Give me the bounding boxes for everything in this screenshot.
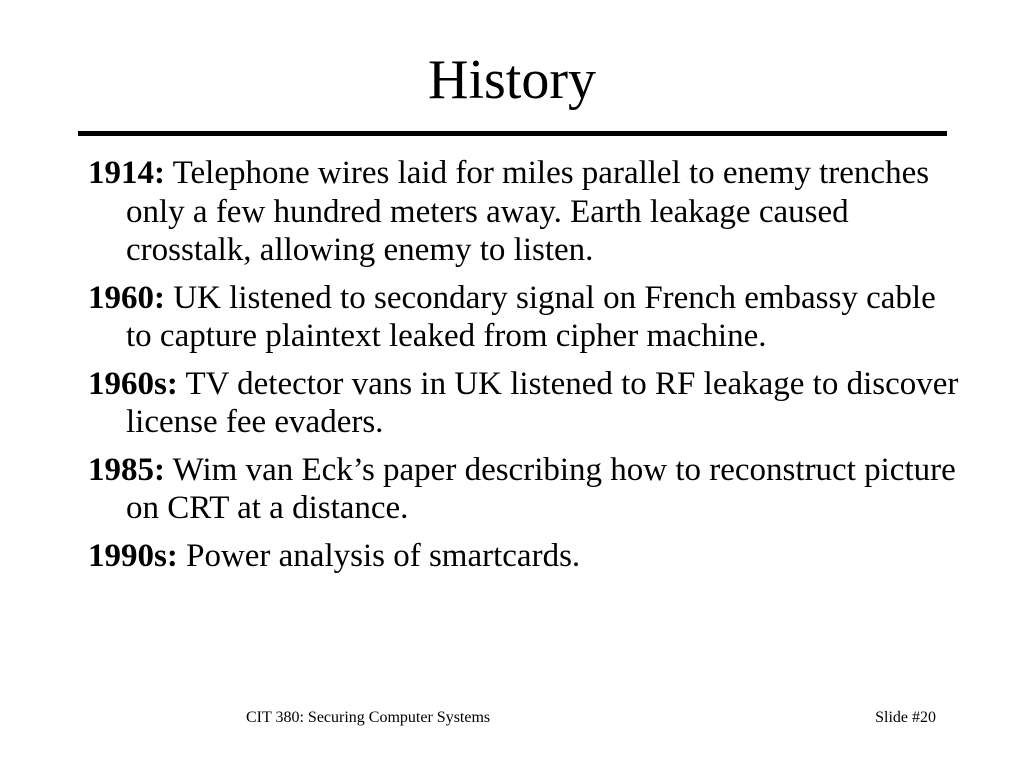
- title-divider: [78, 131, 947, 136]
- item-year: 1985:: [88, 451, 165, 488]
- footer-course-title: CIT 380: Securing Computer Systems: [246, 709, 491, 726]
- list-item: [88, 154, 968, 270]
- item-year: 1990s:: [88, 537, 178, 574]
- item-year: 1960s:: [88, 365, 178, 402]
- item-text: UK listened to secondary signal on French embassy cable to capture plaintext leaked from cipher machine.: [126, 279, 936, 354]
- list-item: [88, 279, 968, 356]
- list-item: [88, 537, 968, 576]
- footer-slide-number: Slide #20: [875, 709, 936, 726]
- list-item: [88, 365, 968, 442]
- item-text: TV detector vans in UK listened to RF leakage to discover license fee evaders.: [126, 365, 959, 440]
- history-list: [88, 154, 968, 584]
- item-text: Telephone wires laid for miles parallel to enemy trenches only a few hundred meters away. Earth leakage caused crosstalk, allowing enemy to listen.: [126, 155, 930, 268]
- item-year: 1914:: [88, 155, 165, 191]
- item-text: Power analysis of smartcards.: [186, 537, 581, 574]
- slide-title: History: [428, 49, 596, 111]
- item-text: Wim van Eck’s paper describing how to reconstruct picture on CRT at a distance.: [126, 451, 956, 526]
- item-year: 1960:: [88, 279, 165, 316]
- list-item: [88, 451, 968, 528]
